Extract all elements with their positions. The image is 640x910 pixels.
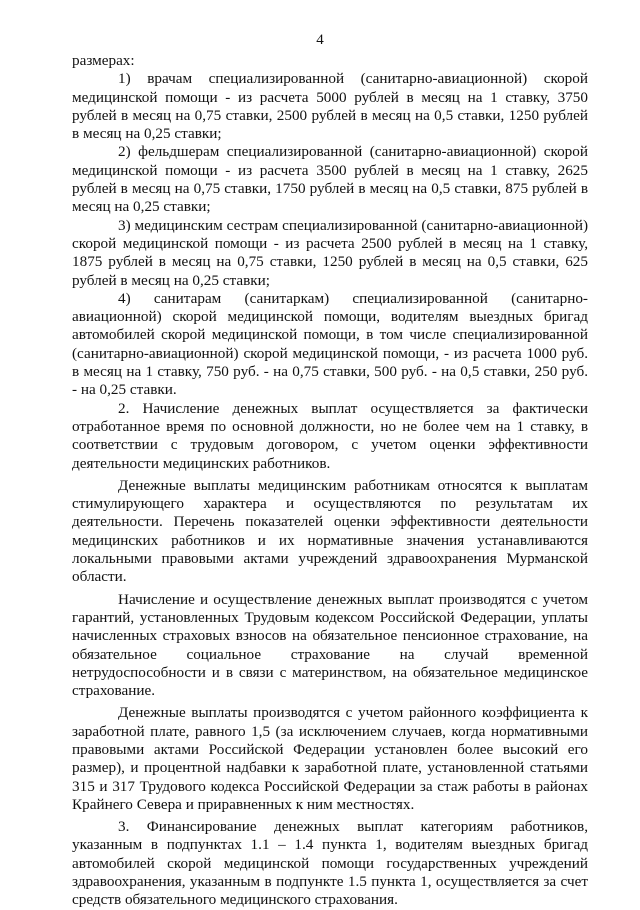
document-body [72, 52, 588, 910]
page-number: 4 [316, 32, 324, 48]
list-item-1-doctors: 1) врачам специализированной (санитарно-авиационной) скорой медицинской помощи - из расчета 5000 рублей в месяц на 1 ставку, 3750 рублей в месяц на 0,75 ставки, 2500 рублей в месяц на 0,5 ставки, 1250 рублей в месяц на 0,25 ставки; [72, 70, 588, 143]
paragraph-continuation: размерах: [72, 52, 135, 69]
paragraph-guarantees: Начисление и осуществление денежных выплат производятся с учетом гарантий, установленных Трудовым кодексом Российской Федерации, уплаты начисленных страховых взносов на обязательное пенсионное страхование, на обязательное социальное страхование на случай временной нетрудоспособности и в связи с материнством, на обязательное медицинское страхование. [72, 590, 588, 700]
list-item-2-paramedics: 2) фельдшерам специализированной (санитарно-авиационной) скорой медицинской помощи - из расчета 3500 рублей в месяц на 1 ставку, 2625 рублей в месяц на 0,75 ставки, 1750 рублей в месяц на 0,5 ставки, 875 рублей в месяц на 0,25 ставки; [72, 143, 588, 216]
paragraph-section-2: 2. Начисление денежных выплат осуществляется за фактически отработанное время по основной должности, но не более чем на 1 ставку, в соответствии с трудовым договором, с учетом оценки эффективности деятельности медицинских работников. [72, 399, 588, 472]
paragraph-incentive-payments: Денежные выплаты медицинским работникам относятся к выплатам стимулирующего характера и осуществляются по результатам их деятельности. Перечень показателей оценки эффективности деятельности медицинских работников и их нормативные значения устанавливаются локальными правовыми актами учреждений здравоохранения Мурманской области. [72, 476, 588, 586]
paragraph-section-3-financing: 3. Финансирование денежных выплат категориям работников, указанным в подпунктах 1.1 – 1.4 пункта 1, водителям выездных бригад автомобилей скорой медицинской помощи государственных учреждений здравоохранения, указанным в подпункте 1.5 пункта 1, осуществляется за счет средств обязательного медицинского страхования. [72, 818, 588, 909]
list-item-4-orderlies: 4) санитарам (санитаркам) специализированной (санитарно-авиационной) скорой медицинской помощи, водителям выездных бригад автомобилей скорой медицинской помощи, в том числе специализированной (санитарно-авиационной) скорой медицинской помощи, - из расчета 1000 руб. в месяц на 1 ставку, 750 руб. - на 0,75 ставки, 500 руб. - на 0,5 ставки, 250 руб. - на 0,25 ставки. [72, 289, 588, 399]
paragraph-regional-coefficient: Денежные выплаты производятся с учетом районного коэффициента к заработной плате, равного 1,5 (за исключением случаев, когда нормативными правовыми актами Российской Федерации установлен более высокий его размер), и процентной надбавки к заработной плате, установленной статьями 315 и 317 Трудового кодекса Российской Федерации за стаж работы в районах Крайнего Севера и приравненных к ним местностях. [72, 704, 588, 813]
list-item-3-nurses: 3) медицинским сестрам специализированной (санитарно-авиационной) скорой медицинской помощи - из расчета 2500 рублей в месяц на 1 ставку, 1875 рублей в месяц на 0,75 ставки, 1250 рублей в месяц на 0,5 ставки, 625 рублей в месяц на 0,25 ставки; [72, 216, 588, 289]
